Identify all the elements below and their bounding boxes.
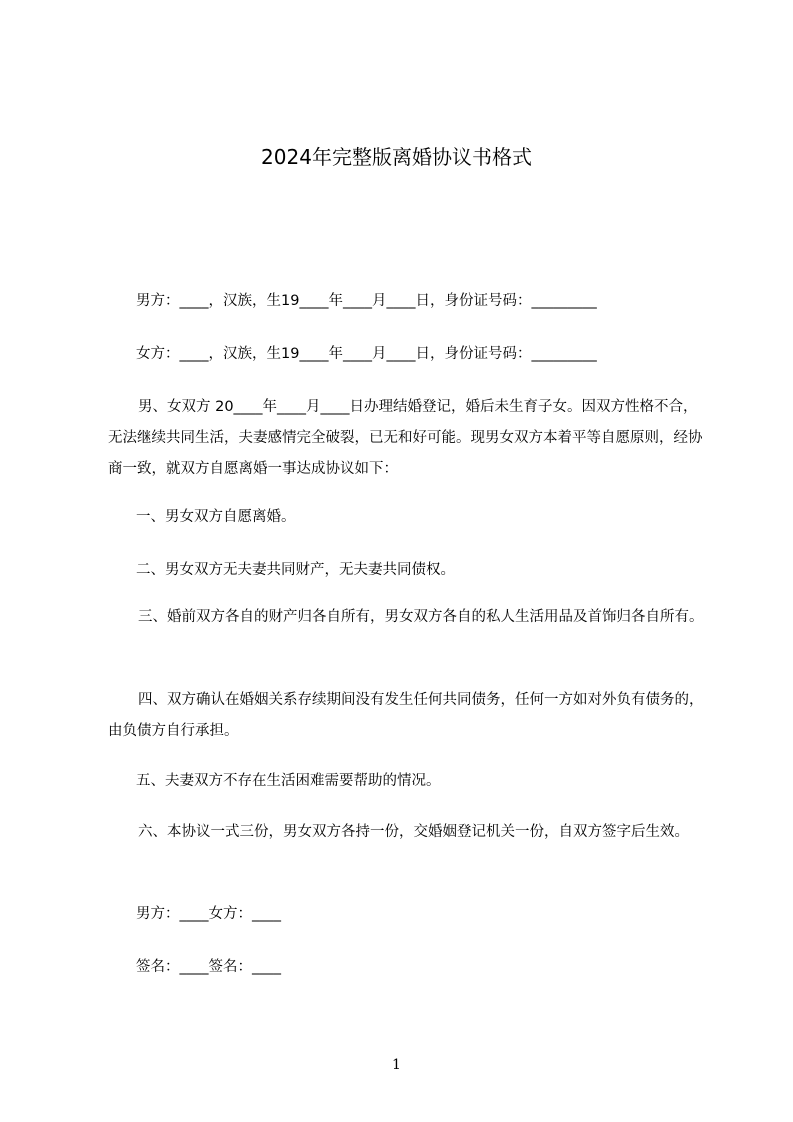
male-party-info: 男方：____，汉族，生19____年____月____日，身份证号码：_________ [136, 293, 597, 309]
signature-parties-line: 男方：____女方：____ [136, 906, 281, 922]
signature-names-line: 签名：____签名：____ [136, 959, 281, 975]
clause-6: 六、本协议一式三份，男女双方各持一份，交婚姻登记机关一份，自双方签字后生效。 [138, 824, 689, 840]
clause-5: 五、夫妻双方不存在生活困难需要帮助的情况。 [136, 773, 441, 789]
clause-2: 二、男女双方无夫妻共同财产，无夫妻共同债权。 [136, 562, 455, 578]
clause-4: 四、双方确认在婚姻关系存续期间没有发生任何共同债务，任何一方如对外负有债务的，由负债方自行承担。 [108, 692, 704, 739]
document-title: 2024年完整版离婚协议书格式 [261, 145, 532, 169]
clause-3: 三、婚前双方各自的财产归各自所有，男女双方各自的私人生活用品及首饰归各自所有。 [138, 609, 704, 625]
agreement-intro: 男、女双方 20____年____月____日办理结婚登记，婚后未生育子女。因双方性格不合，无法继续共同生活，夫妻感情完全破裂，已无和好可能。现男女双方本着平等自愿原则，经协商一致，就双方自愿离婚一事达成协议如下： [108, 399, 703, 477]
female-party-info: 女方：____，汉族，生19____年____月____日，身份证号码：_________ [136, 346, 597, 362]
clause-1: 一、男女双方自愿离婚。 [136, 509, 296, 525]
page-number: 1 [392, 1057, 401, 1073]
